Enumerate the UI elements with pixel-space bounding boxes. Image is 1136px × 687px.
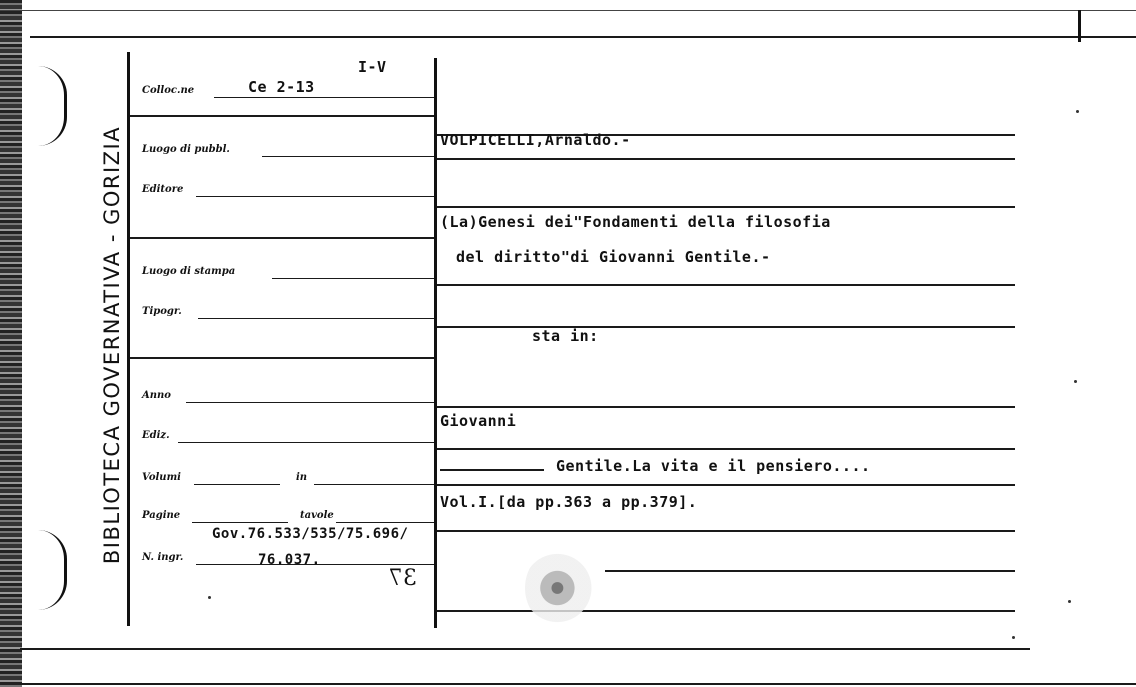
ediz-underline [178,442,434,443]
punch-hole-top [38,66,67,146]
author-name: VOLPICELLI,Arnaldo.- [440,131,631,149]
left-rule [130,357,434,359]
title-line-2: del diritto"di Giovanni Gentile.- [456,248,771,266]
ingr-codes-value-2: 76.037. [258,552,321,568]
pagine-underline [192,522,288,523]
right-rule [437,326,1015,328]
luogo-pubbl-underline [262,156,434,157]
right-rule [605,570,1015,572]
left-rule [130,115,434,117]
source-title: Gentile.La vita e il pensiero.... [556,457,871,475]
card-top-mark [1078,10,1081,42]
tipogr-label: Tipogr. [142,306,182,317]
left-rule [130,237,434,239]
pagine-label: Pagine [142,510,181,521]
in-label: in [296,472,308,483]
colloc-extra-value: I-V [358,58,387,76]
handwritten-number: 37 [388,566,417,591]
tavole-underline [336,522,434,523]
volumi-underline [194,484,280,485]
right-rule [437,206,1015,208]
card-bottom-rule-2 [20,683,1136,685]
tipogr-underline [198,318,434,319]
card-bottom-rule [20,648,1030,650]
center-divider [434,58,437,628]
scan-speck [1068,600,1071,603]
in-note: sta in: [532,327,599,345]
ediz-label: Ediz. [142,430,170,441]
editore-label: Editore [142,184,184,195]
right-rule [437,284,1015,286]
library-name: BIBLIOTECA GOVERNATIVA - GORIZIA [100,125,124,565]
n-ingr-label: N. ingr. [142,552,184,563]
left-column-border [127,52,130,626]
right-rule [437,448,1015,450]
colloc-underline [214,97,434,98]
source-author-dash [440,469,544,471]
card-top-rule [0,10,1136,11]
ingr-codes-value: Gov.76.533/535/75.696/ [212,526,409,542]
card-binding-edge [0,0,22,687]
right-rule [437,484,1015,486]
library-stamp [525,548,597,628]
right-rule [437,158,1015,160]
right-rule [437,610,1015,612]
title-line-1: (La)Genesi dei"Fondamenti della filosofia [440,213,831,231]
anno-underline [186,402,434,403]
colloc-label: Colloc.ne [142,85,195,96]
volumi-label: Volumi [142,472,181,483]
scan-speck [1012,636,1015,639]
scan-speck [208,596,211,599]
scan-speck [1074,380,1077,383]
luogo-pubbl-label: Luogo di pubbl. [142,144,230,155]
in-underline [314,484,434,485]
right-rule [437,530,1015,532]
card-top-rule-2 [30,36,1136,38]
source-volume: Vol.I.[da pp.363 a pp.379]. [440,493,698,511]
anno-label: Anno [142,390,171,401]
tavole-label: tavole [300,510,334,521]
luogo-stampa-underline [272,278,434,279]
colloc-value: Ce 2-13 [248,78,315,96]
right-rule [437,406,1015,408]
punch-hole-bottom [38,530,67,610]
source-author: Giovanni [440,412,517,430]
luogo-stampa-label: Luogo di stampa [142,266,236,277]
editore-underline [196,196,434,197]
scan-speck [1076,110,1079,113]
